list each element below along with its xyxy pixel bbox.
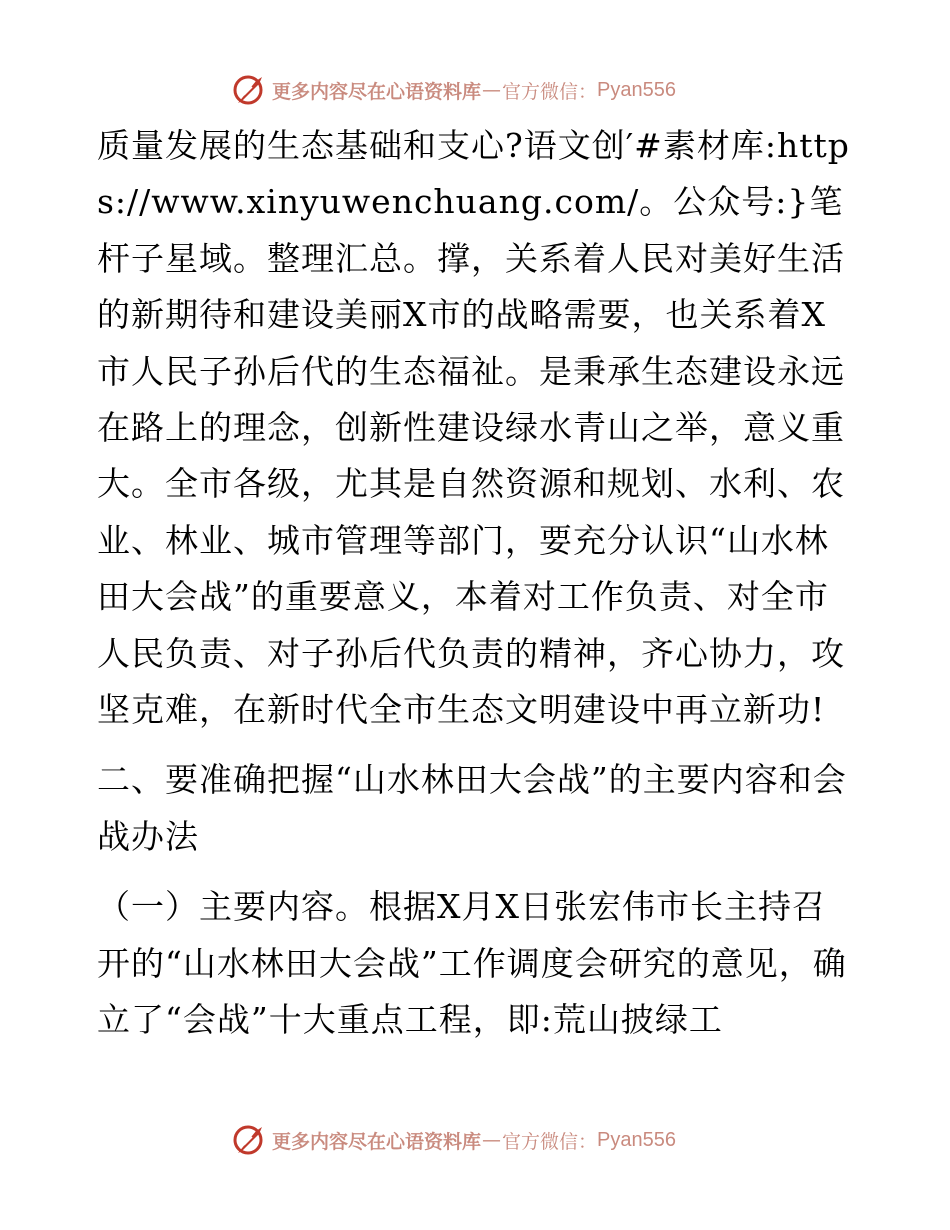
quill-pen-circle-icon <box>232 73 266 107</box>
watermark-wechat-id: Pyan556 <box>597 1128 676 1151</box>
watermark-text: 更多内容尽在心语资料库 <box>272 80 482 103</box>
watermark-dash: — <box>482 79 502 101</box>
section-heading: 二、要准确把握“山水林田大会战”的主要内容和会战办法 <box>97 760 847 856</box>
watermark-wechat-label: 官方微信： <box>502 1130 598 1153</box>
watermark-wechat-id: Pyan556 <box>597 78 676 101</box>
footer-watermark <box>232 1120 676 1160</box>
document-body <box>97 118 857 1049</box>
paragraph-body: 质量发展的生态基础和支心?语文创′#素材库:https://www.xinyuwenchuang.com/。公众号:}笔杆子星域。整理汇总。撑，关系着人民对美好生活的新期待和建设美丽X市的战略需要，也关系着X市人民子孙后代的生态福祉。是秉承生态建设永远在路上的理念，创新性建设绿水青山之举，意义重大。全市各级，尤其是自然资源和规划、水利、农业、林业、城市管理等部门，要充分认识“山水林田大会战”的重要意义，本着对工作负责、对全市人民负责、对子孙后代负责的精神，齐心协力，攻坚克难，在新时代全市生态文明建设中再立新功! <box>97 126 850 730</box>
watermark-text: 更多内容尽在心语资料库 <box>272 1130 482 1153</box>
watermark-wechat-label: 官方微信： <box>502 80 598 103</box>
header-watermark <box>232 70 676 110</box>
paragraph-subsection: （一）主要内容。根据X月X日张宏伟市长主持召开的“山水林田大会战”工作调度会研究的意见，确立了“会战”十大重点工程，即:荒山披绿工 <box>97 887 847 1040</box>
quill-pen-circle-icon <box>232 1123 266 1157</box>
watermark-dash: — <box>482 1129 502 1151</box>
